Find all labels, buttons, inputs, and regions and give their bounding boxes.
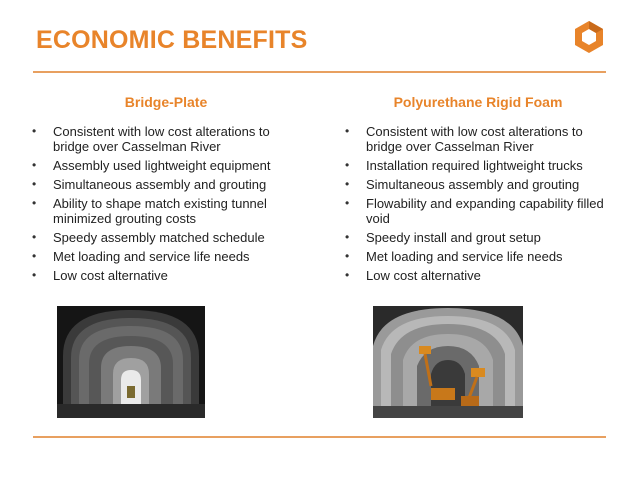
list-item: • Low cost alternative <box>343 268 613 283</box>
bridge-plate-tunnel-photo <box>57 306 205 418</box>
bottom-divider <box>33 436 606 438</box>
polyurethane-tunnel-photo <box>373 306 523 418</box>
polyurethane-foam-column <box>343 94 613 287</box>
bridge-plate-column <box>30 94 292 287</box>
list-item: • Consistent with low cost alterations to bridge over Casselman River <box>343 124 613 154</box>
bridge-plate-heading: Bridge-Plate <box>124 94 208 110</box>
list-item: • Simultaneous assembly and grouting <box>30 177 292 192</box>
list-item: • Consistent with low cost alterations to bridge over Casselman River <box>30 124 292 154</box>
page-title: ECONOMIC BENEFITS <box>36 26 308 54</box>
list-item: • Met loading and service life needs <box>30 249 292 264</box>
list-item: • Speedy install and grout setup <box>343 230 613 245</box>
list-item: • Met loading and service life needs <box>343 249 613 264</box>
list-item: • Flowability and expanding capability filled void <box>343 196 613 226</box>
list-item: • Assembly used lightweight equipment <box>30 158 292 173</box>
list-item: • Simultaneous assembly and grouting <box>343 177 613 192</box>
top-divider <box>33 71 606 73</box>
polyurethane-foam-heading: Polyurethane Rigid Foam <box>393 94 563 110</box>
bridge-plate-list <box>30 124 292 283</box>
hexagon-logo-icon <box>573 20 605 54</box>
list-item: • Low cost alternative <box>30 268 292 283</box>
list-item: • Installation required lightweight trucks <box>343 158 613 173</box>
polyurethane-foam-list <box>343 124 613 283</box>
list-item: • Ability to shape match existing tunnel minimized grouting costs <box>30 196 292 226</box>
list-item: • Speedy assembly matched schedule <box>30 230 292 245</box>
